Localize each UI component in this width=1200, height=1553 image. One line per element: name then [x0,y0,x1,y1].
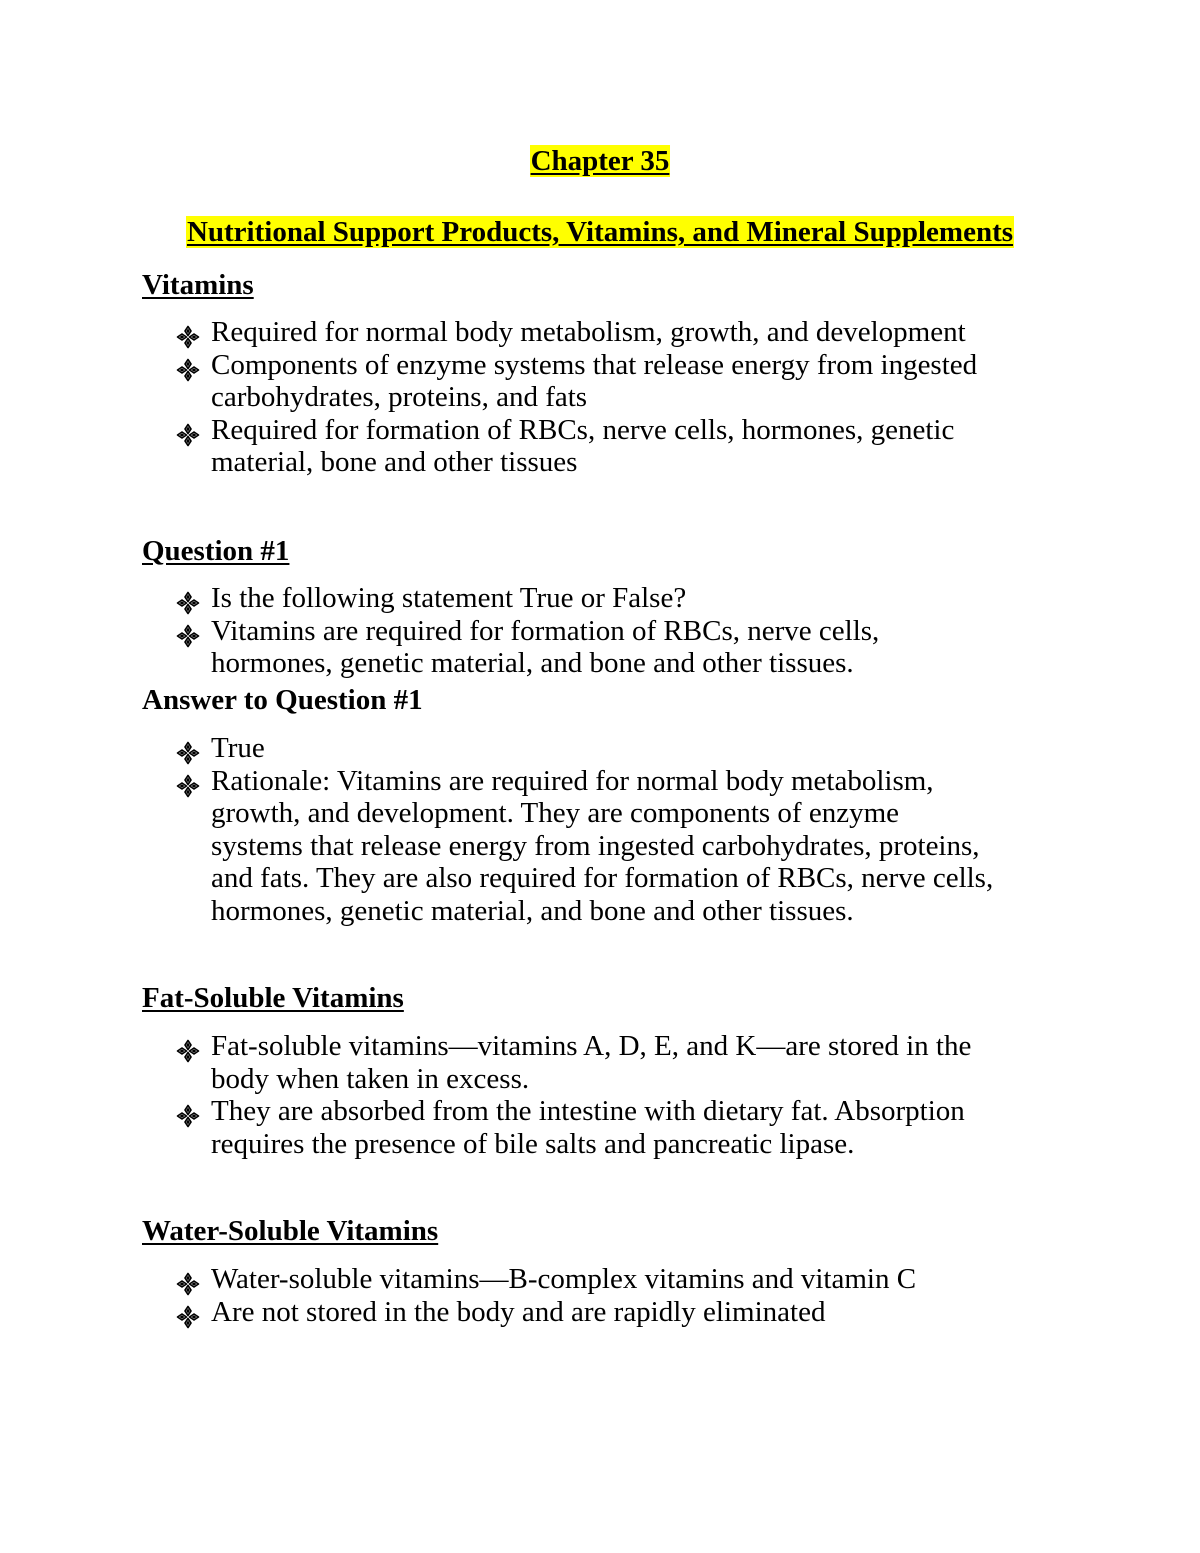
chapter-title: Chapter 35 [530,145,670,177]
four-petal-diamond-bullet-icon [176,624,200,648]
vitamins-bullet-list [176,316,1076,479]
list-item: True [176,732,1076,765]
list-item: Water-soluble vitamins—B-complex vitamins and vitamin C [176,1263,1076,1296]
list-item: Components of enzyme systems that release energy from ingested carbohydrates, proteins, and fats [176,349,1076,414]
question-1-bullet-list [176,582,1076,680]
four-petal-diamond-bullet-icon [176,741,200,765]
four-petal-diamond-bullet-icon [176,1039,200,1063]
list-item: They are absorbed from the intestine with dietary fat. Absorption requires the presence of bile salts and pancreatic lipase. [176,1095,1076,1160]
list-item: Rationale: Vitamins are required for normal body metabolism, growth, and development. They are components of enzyme systems that release energy from ingested carbohydrates, proteins, and fats. They are also required for formation of RBCs, nerve cells, hormones, genetic material, and bone and other tissues. [176,765,1076,928]
four-petal-diamond-bullet-icon [176,1305,200,1329]
four-petal-diamond-bullet-icon [176,423,200,447]
section-heading-fat-soluble: Fat-Soluble Vitamins [142,982,404,1014]
list-item: Are not stored in the body and are rapidly eliminated [176,1296,1076,1329]
list-item: Vitamins are required for formation of RBCs, nerve cells, hormones, genetic material, and bone and other tissues. [176,615,1076,680]
section-heading-answer-1: Answer to Question #1 [142,684,423,716]
answer-1-bullet-list [176,732,1076,927]
four-petal-diamond-bullet-icon [176,774,200,798]
water-soluble-bullet-list [176,1263,1076,1328]
four-petal-diamond-bullet-icon [176,1272,200,1296]
list-item: Required for normal body metabolism, growth, and development [176,316,1076,349]
four-petal-diamond-bullet-icon [176,325,200,349]
four-petal-diamond-bullet-icon [176,358,200,382]
section-heading-question-1: Question #1 [142,535,290,567]
document-subtitle: Nutritional Support Products, Vitamins, and Mineral Supplements [186,216,1014,248]
list-item: Required for formation of RBCs, nerve cells, hormones, genetic material, bone and other tissues [176,414,1076,479]
fat-soluble-bullet-list [176,1030,1076,1160]
four-petal-diamond-bullet-icon [176,591,200,615]
list-item: Fat-soluble vitamins—vitamins A, D, E, and K—are stored in the body when taken in excess. [176,1030,1076,1095]
section-heading-water-soluble: Water-Soluble Vitamins [142,1215,439,1247]
list-item: Is the following statement True or False? [176,582,1076,615]
four-petal-diamond-bullet-icon [176,1104,200,1128]
section-heading-vitamins: Vitamins [142,269,254,301]
